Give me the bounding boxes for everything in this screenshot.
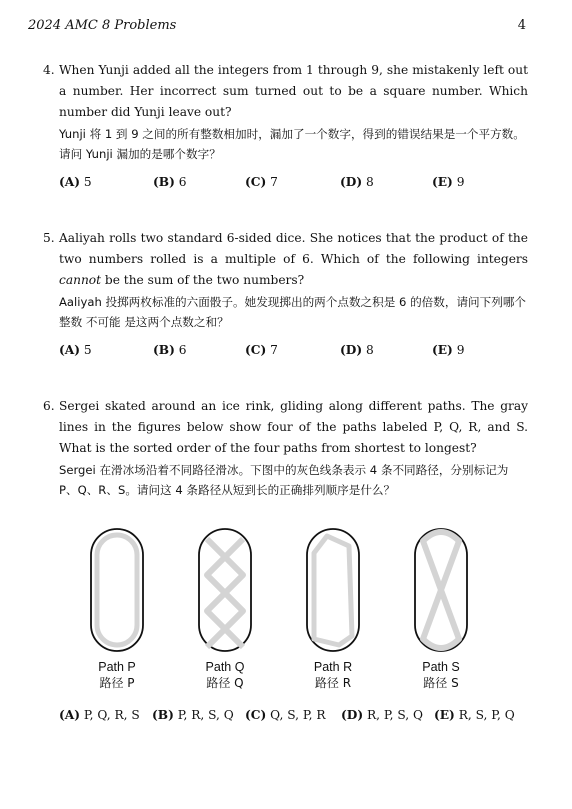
choice-letter: (C) (245, 343, 267, 357)
problem-text-zh: Yunji 将 1 到 9 之间的所有整数相加时，漏加了一个数字，得到的错误结果是一个平方数。请问 Yunji 漏加的是哪个数字？ (59, 127, 525, 161)
choice-letter: (E) (432, 343, 453, 357)
header-title: 2024 AMC 8 Problems (28, 18, 177, 33)
choice-letter: (B) (153, 343, 175, 357)
figure-label-zh: 路径 R (314, 676, 352, 690)
problem-number: 5. (43, 231, 55, 245)
choice-e[interactable] (432, 172, 464, 193)
choice-value: 9 (456, 175, 465, 189)
choice-value: P, Q, R, S (83, 708, 140, 722)
ice-rink-path-p (87, 525, 147, 655)
figure-label-zh: 路径 Q (206, 676, 244, 690)
problem-5 (43, 228, 528, 360)
ice-rink-path-r (303, 525, 363, 655)
choice-letter: (D) (341, 708, 364, 722)
choice-value: P, R, S, Q (177, 708, 234, 722)
ice-rink-path-q (195, 525, 255, 655)
choice-value: 6 (178, 175, 187, 189)
choice-c[interactable] (245, 340, 278, 361)
figure-label: Path Q (205, 660, 245, 674)
problem-4 (43, 60, 528, 192)
figure-label: Path R (313, 660, 353, 674)
choice-c[interactable] (245, 172, 278, 193)
choice-value: 5 (83, 343, 92, 357)
choice-b[interactable] (153, 172, 186, 193)
problem-number: 4. (43, 63, 55, 77)
choice-letter: (A) (59, 343, 80, 357)
choice-letter: (E) (432, 175, 453, 189)
choice-e[interactable] (432, 340, 464, 361)
choice-d[interactable] (340, 340, 374, 361)
choice-letter: (A) (59, 175, 80, 189)
choice-value: 8 (365, 175, 374, 189)
choice-value: 8 (365, 343, 374, 357)
problem-text-en (59, 228, 528, 291)
figure-label-zh: 路径 S (423, 676, 459, 690)
choice-value: R, P, S, Q (366, 708, 424, 722)
choice-a[interactable] (59, 340, 92, 361)
choice-value: Q, S, P, R (270, 708, 326, 722)
choice-value: 7 (270, 343, 278, 357)
choice-a[interactable] (59, 172, 92, 193)
problem-text-en: Sergei skated around an ice rink, gliding along different paths. The gray lines in the figures below show four of the paths labeled P, Q, R, and S. What is the sorted order of the four paths from shortest to longest? (59, 399, 528, 455)
choice-letter: (E) (434, 708, 455, 722)
figure-path-r (298, 525, 368, 691)
page-number: 4 (517, 18, 526, 33)
figure-path-p (82, 525, 152, 691)
choice-letter: (C) (245, 175, 267, 189)
choice-value: 9 (456, 343, 465, 357)
emphasis-word: cannot (59, 273, 102, 287)
choice-value: 5 (83, 175, 92, 189)
choice-letter: (B) (152, 708, 174, 722)
choice-letter: (D) (340, 343, 363, 357)
choice-value: R, S, P, Q (458, 708, 515, 722)
answer-choices (59, 172, 528, 192)
problem-text-zh: Sergei 在滑冰场沿着不同路径滑冰。下图中的灰色线条表示 4 条不同路径，分别标记为 P、Q、R、S。请问这 4 条路径从短到长的正确排列顺序是什么？ (59, 463, 509, 497)
choice-a[interactable] (59, 708, 140, 722)
ice-rink-path-s (411, 525, 471, 655)
problem-text-zh: Aaliyah 投掷两枚标准的六面骰子。她发现掷出的两个点数之积是 6 的倍数，请问下列哪个整数 不可能 是这两个点数之和？ (59, 295, 527, 329)
choice-letter: (C) (245, 708, 267, 722)
figure-path-q (190, 525, 260, 691)
figure-path-s (406, 525, 476, 691)
figure-label-zh: 路径 P (99, 676, 135, 690)
choice-value: 6 (178, 343, 187, 357)
problem-text-en: When Yunji added all the integers from 1 through 9, she mistakenly left out a number. Her incorrect sum turned out to be a square number. Which number did Yunji leave out? (59, 63, 528, 119)
choice-d[interactable] (340, 172, 374, 193)
choice-b[interactable] (152, 708, 234, 722)
path-figures (70, 525, 500, 695)
answer-choices (59, 708, 539, 728)
problem-text-part: Aaliyah rolls two standard 6-sided dice. She notices that the product of the two numbers rolled is a multiple of 6. Which of the following integers (59, 231, 528, 266)
choice-d[interactable] (341, 708, 423, 722)
answer-choices (59, 340, 528, 360)
choice-c[interactable] (245, 708, 326, 722)
choice-letter: (B) (153, 175, 175, 189)
choice-b[interactable] (153, 340, 186, 361)
problem-6 (43, 396, 528, 500)
choice-value: 7 (270, 175, 278, 189)
problem-text-part: be the sum of the two numbers? (101, 273, 305, 287)
choice-letter: (D) (340, 175, 363, 189)
choice-e[interactable] (434, 708, 515, 722)
choice-letter: (A) (59, 708, 80, 722)
figure-label: Path S (422, 660, 460, 674)
figure-label: Path P (98, 660, 136, 674)
problem-number: 6. (43, 399, 55, 413)
